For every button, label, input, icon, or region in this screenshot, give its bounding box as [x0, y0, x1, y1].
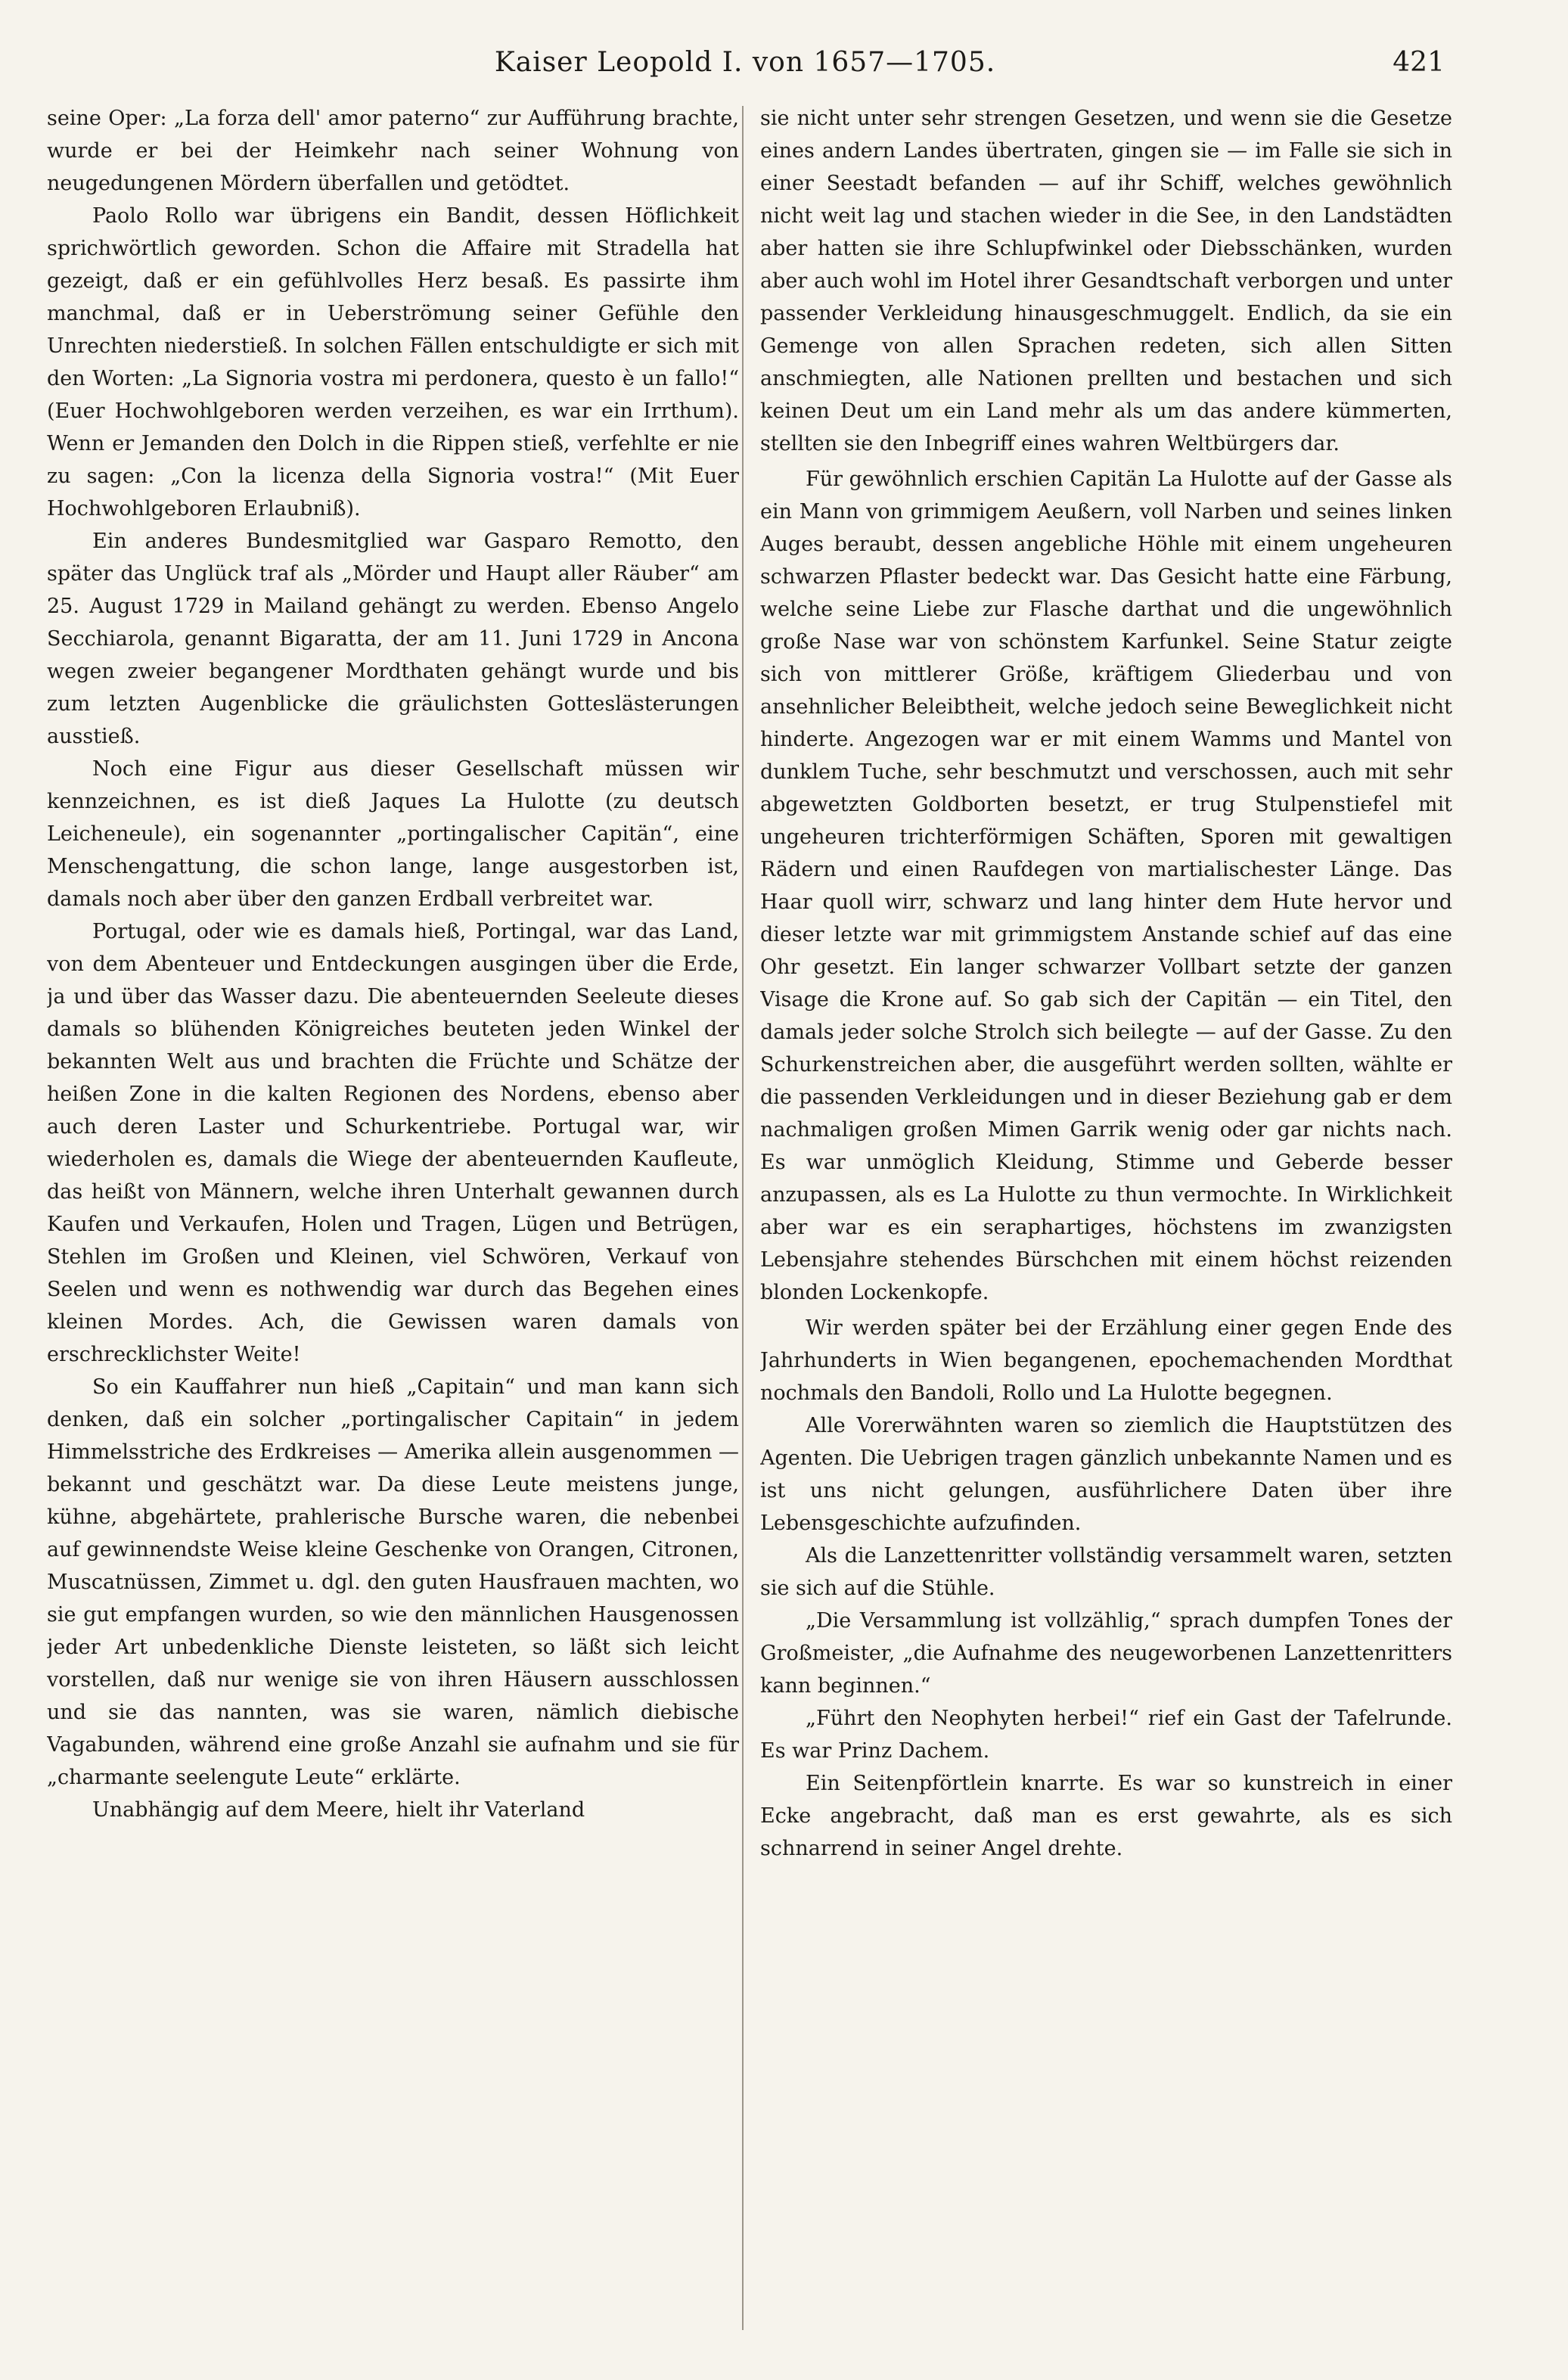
running-title: Kaiser Leopold I. von 1657—1705. [494, 47, 996, 78]
paragraph: „Führt den Neophyten herbei!“ rief ein Gast der Tafelrunde. Es war Prinz Dachem. [760, 1707, 1452, 1763]
paragraph: Noch eine Figur aus dieser Gesellschaft müssen wir kennzeichnen, es ist dieß Jaques La Hulotte (zu deutsch Leicheneule), ein sogenannter „portingalischer Capitän“, eine Menschengattung, die schon lange, lange ausgestorben ist, damals noch aber über den ganzen Erdball verbreitet war. [47, 757, 739, 911]
paragraph: Für gewöhnlich erschien Capitän La Hulotte auf der Gasse als ein Mann von grimmigem Aeußern, voll Narben und seines linken Auges beraubt, dessen angebliche Höhle mit einem ungeheuren schwarzen Pflaster bedeckt war. Das Gesicht hatte eine Färbung, welche seine Liebe zur Flasche darthat und die ungewöhnlich große Nase war von schönstem Karfunkel. Seine Statur zeigte sich von mittlerer Größe, kräftigem Gliederbau und von ansehnlicher Beleibtheit, welche jedoch seine Beweglichkeit nicht hinderte. Angezogen war er mit einem Wamms und Mantel von dunklem Tuche, sehr beschmutzt und verschossen, auch mit sehr abgewetzten Goldborten besetzt, er trug Stulpenstiefel mit ungeheuren trichterförmigen Schäften, Sporen mit gewaltigen Rädern und einen Raufdegen von martialischester Länge. Das Haar quoll wirr, schwarz und lang hinter dem Hute hervor und dieser letzte war mit grimmigstem Anstande schief auf das eine Ohr gesetzt. Ein langer schwarzer Vollbart setzte der ganzen Visage die Krone auf. So gab sich der Capitän — ein Titel, den damals jeder solche Strolch sich beilegte — auf der Gasse. Zu den Schurkenstreichen aber, die ausgeführt werden sollten, wählte er die passenden Verkleidungen und in dieser Beziehung gab er dem nachmaligen großen Mimen Garrik wenig oder gar nichts nach. Es war unmöglich Kleidung, Stimme und Geberde besser anzupassen, als es La Hulotte zu thun vermochte. In Wirklichkeit aber war es ein seraphartiges, höchstens im zwanzigsten Lebensjahre stehendes Bürschchen mit einem höchst reizenden blonden Lockenkopfe. [760, 468, 1452, 1304]
column-divider [742, 106, 744, 2330]
paragraph: Wir werden später bei der Erzählung einer gegen Ende des Jahrhunderts in Wien begangenen, epochemachenden Mordthat nochmals den Bandoli, Rollo und La Hulotte begegnen. [760, 1316, 1452, 1405]
paragraph: Portugal, oder wie es damals hieß, Portingal, war das Land, von dem Abenteuer und Entdeckungen ausgingen über die Erde, ja und über das Wasser dazu. Die abenteuernden Seeleute dieses damals so blühenden Königreiches beuteten jeden Winkel der bekannten Welt aus und brachten die Früchte und Schätze der heißen Zone in die kalten Regionen des Nordens, ebenso aber auch deren Laster und Schurkentriebe. Portugal war, wir wiederholen es, damals die Wiege der abenteuernden Kaufleute, das heißt von Männern, welche ihren Unterhalt gewannen durch Kaufen und Verkaufen, Holen und Tragen, Lügen und Betrügen, Stehlen im Großen und Kleinen, viel Schwören, Verkauf von Seelen und wenn es nothwendig war durch das Begehen eines kleinen Mordes. Ach, die Gewissen waren damals von erschrecklichster Weite! [47, 920, 739, 1366]
paragraph: sie nicht unter sehr strengen Gesetzen, und wenn sie die Gesetze eines andern Landes übertraten, gingen sie — im Falle sie sich in einer Seestadt befanden — auf ihr Schiff, welches gewöhnlich nicht weit lag und stachen wieder in die See, in den Landstädten aber hatten sie ihre Schlupfwinkel oder Diebsschänken, wurden aber auch wohl im Hotel ihrer Gesandtschaft verborgen und unter passender Verkleidung hinausgeschmuggelt. Endlich, da sie ein Gemenge von allen Sprachen redeten, sich allen Sitten anschmiegten, alle Nationen prellten und bestachen und sich keinen Deut um ein Land mehr als um das andere kümmerten, stellten sie den Inbegriff eines wahren Weltbürgers dar. [760, 107, 1452, 455]
paragraph: Alle Vorerwähnten waren so ziemlich die Hauptstützen des Agenten. Die Uebrigen tragen gänzlich unbekannte Namen und es ist uns nicht gelungen, ausführlichere Daten über ihre Lebensgeschichte aufzufinden. [760, 1414, 1452, 1535]
paragraph: Ein Seitenpförtlein knarrte. Es war so kunstreich in einer Ecke angebracht, daß man es erst gewahrte, als es sich schnarrend in seiner Angel drehte. [760, 1772, 1452, 1860]
right-column [760, 102, 1452, 2341]
page-header [45, 47, 1445, 92]
paragraph: Unabhängig auf dem Meere, hielt ihr Vaterland [92, 1798, 585, 1822]
paragraph: Ein anderes Bundesmitglied war Gasparo Remotto, den später das Unglück traf als „Mörder und Haupt aller Räuber“ am 25. August 1729 in Mailand gehängt zu werden. Ebenso Angelo Secchiarola, genannt Bigaratta, der am 11. Juni 1729 in Ancona wegen zweier begangener Mordthaten gehängt wurde und bis zum letzten Augenblicke die gräulichsten Gotteslästerungen ausstieß. [47, 530, 739, 748]
paragraph: seine Oper: „La forza dell' amor paterno“ zur Aufführung brachte, wurde er bei der Heimkehr nach seiner Wohnung von neugedungenen Mördern überfallen und getödtet. [47, 107, 739, 195]
paragraph: Als die Lanzettenritter vollständig versammelt waren, setzten sie sich auf die Stühle. [760, 1544, 1452, 1600]
paragraph: So ein Kauffahrer nun hieß „Capitain“ und man kann sich denken, daß ein solcher „portingalischer Capitain“ in jedem Himmelsstriche des Erdkreises — Amerika allein ausgenommen — bekannt und geschätzt war. Da diese Leute meistens junge, kühne, abgehärtete, prahlerische Bursche waren, die nebenbei auf gewinnendste Weise kleine Geschenke von Orangen, Citronen, Muscatnüssen, Zimmet u. dgl. den guten Hausfrauen machten, wo sie gut empfangen wurden, so wie den männlichen Hausgenossen jeder Art unbedenkliche Dienste leisteten, so läßt sich leicht vorstellen, daß nur wenige sie von ihren Häusern ausschlossen und sie das nannten, was sie waren, nämlich diebische Vagabunden, während eine große Anzahl sie aufnahm und sie für „charmante seelengute Leute“ erklärte. [47, 1375, 739, 1789]
page-number: 421 [1393, 47, 1445, 78]
paragraph: Paolo Rollo war übrigens ein Bandit, dessen Höflichkeit sprichwörtlich geworden. Schon die Affaire mit Stradella hat gezeigt, daß er ein gefühlvolles Herz besaß. Es passirte ihm manchmal, daß er in Ueberströmung seiner Gefühle den Unrechten niederstieß. In solchen Fällen entschuldigte er sich mit den Worten: „La Signoria vostra mi perdonera, questo è un fallo!“ (Euer Hochwohlgeboren werden verzeihen, es war ein Irrthum). Wenn er Jemanden den Dolch in die Rippen stieß, verfehlte er nie zu sagen: „Con la licenza della Signoria vostra!“ (Mit Euer Hochwohlgeboren Erlaubniß). [47, 204, 739, 520]
left-column [47, 102, 739, 2341]
paragraph: „Die Versammlung ist vollzählig,“ sprach dumpfen Tones der Großmeister, „die Aufnahme des neugeworbenen Lanzettenritters kann beginnen.“ [760, 1609, 1452, 1698]
